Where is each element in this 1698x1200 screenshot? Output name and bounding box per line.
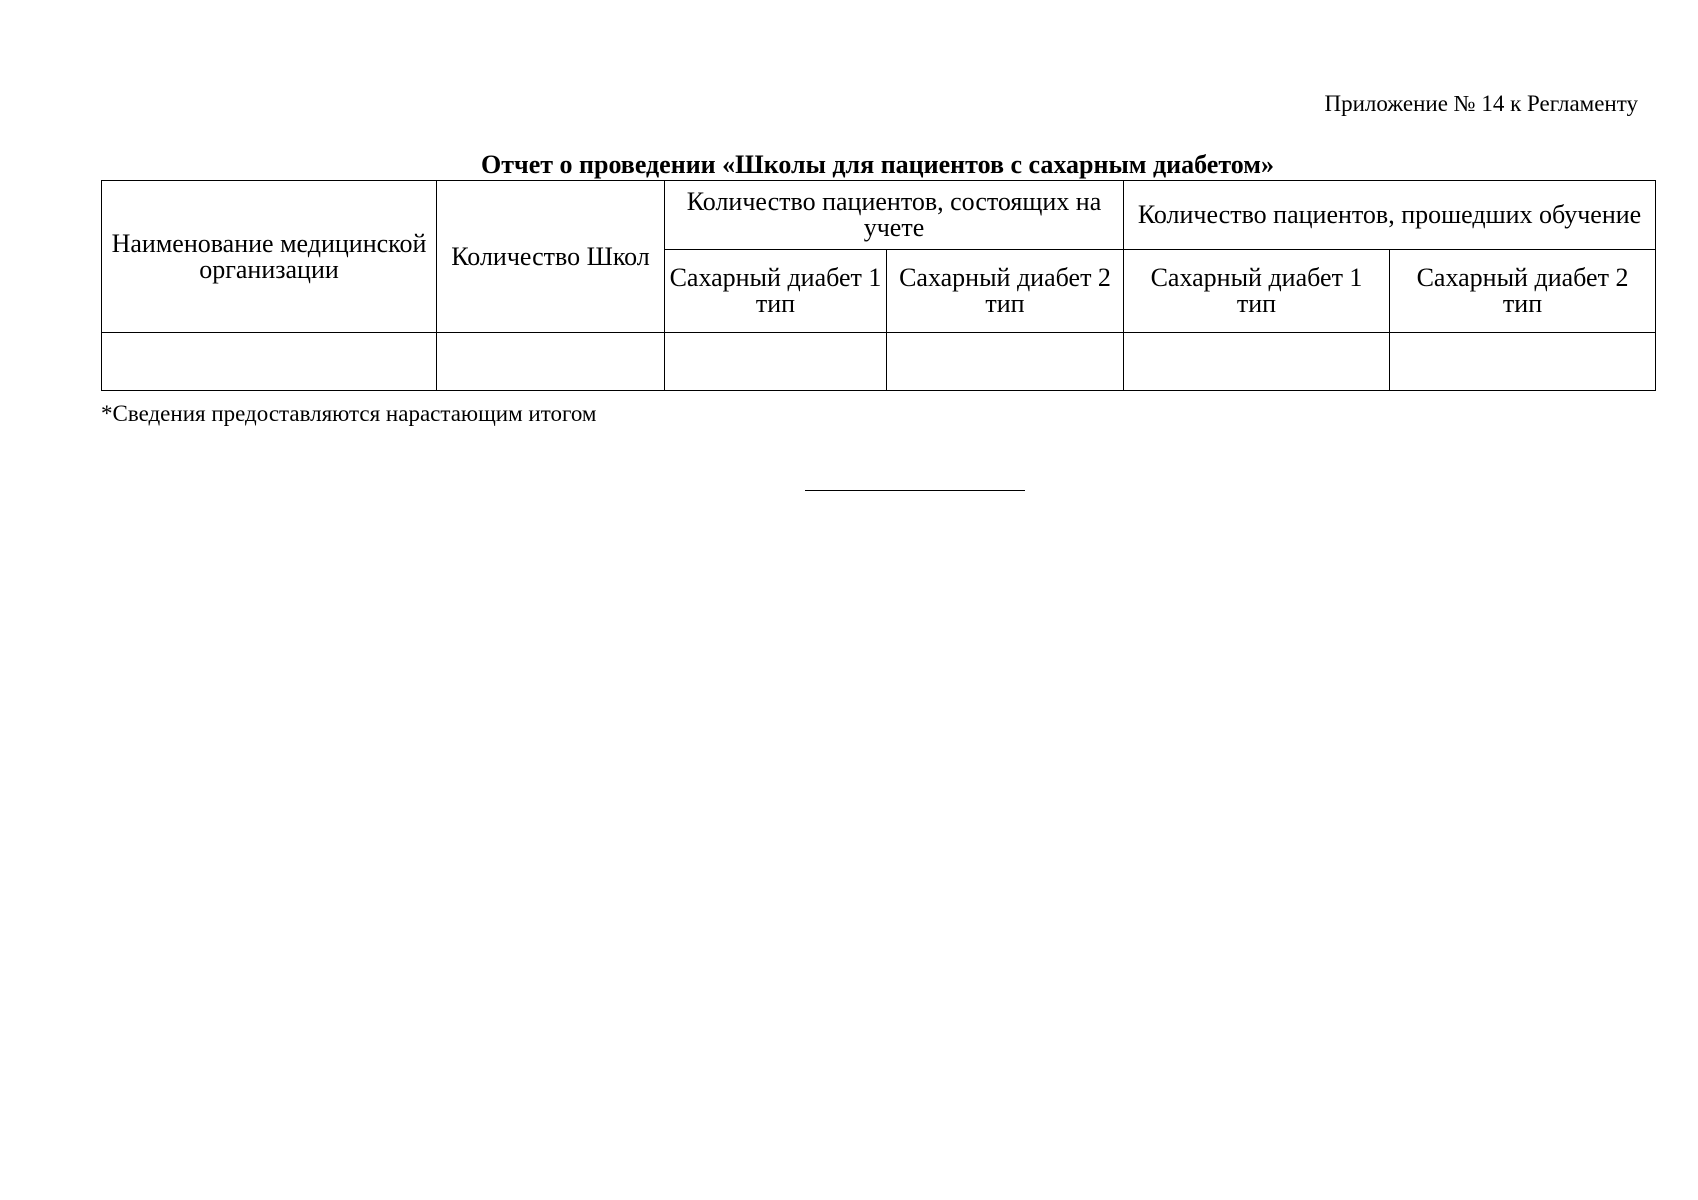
header-schools-count-text: Количество Школ (451, 241, 650, 271)
header-schools-count (437, 181, 665, 333)
header-registered-type2 (887, 250, 1124, 333)
footnote: *Сведения предоставляются нарастающим итогом (101, 401, 597, 426)
data-cell-trained-type1[interactable] (1124, 333, 1390, 391)
data-cell-org-name[interactable] (102, 333, 437, 391)
header-trained-type2-text: Сахарный диабет 2 тип (1416, 263, 1629, 318)
header-trained-type1 (1124, 250, 1390, 333)
header-trained-type2 (1390, 250, 1656, 333)
data-cell-schools-count[interactable] (437, 333, 665, 391)
header-registered-type1-text: Сахарный диабет 1 тип (669, 263, 882, 318)
header-group-registered (665, 181, 1124, 250)
appendix-label: Приложение № 14 к Регламенту (1324, 91, 1638, 116)
header-registered-type2-text: Сахарный диабет 2 тип (899, 263, 1111, 318)
table-header-row (102, 181, 1656, 250)
report-table (101, 180, 1656, 391)
header-group-registered-text: Количество пациентов, состоящих на учете (686, 187, 1102, 242)
data-cell-registered-type2[interactable] (887, 333, 1124, 391)
header-org-name-text: Наименование медицинской организации (111, 228, 427, 284)
table-data-row (102, 333, 1656, 391)
header-org-name (102, 181, 437, 333)
header-trained-type1-text: Сахарный диабет 1 тип (1150, 263, 1363, 318)
header-registered-type1 (665, 250, 887, 333)
data-cell-trained-type2[interactable] (1390, 333, 1656, 391)
end-divider-line (805, 490, 1025, 491)
header-group-trained (1124, 181, 1656, 250)
data-cell-registered-type1[interactable] (665, 333, 887, 391)
header-group-trained-text: Количество пациентов, прошедших обучение (1137, 200, 1642, 229)
report-title: Отчет о проведении «Школы для пациентов с сахарным диабетом» (481, 150, 1274, 179)
